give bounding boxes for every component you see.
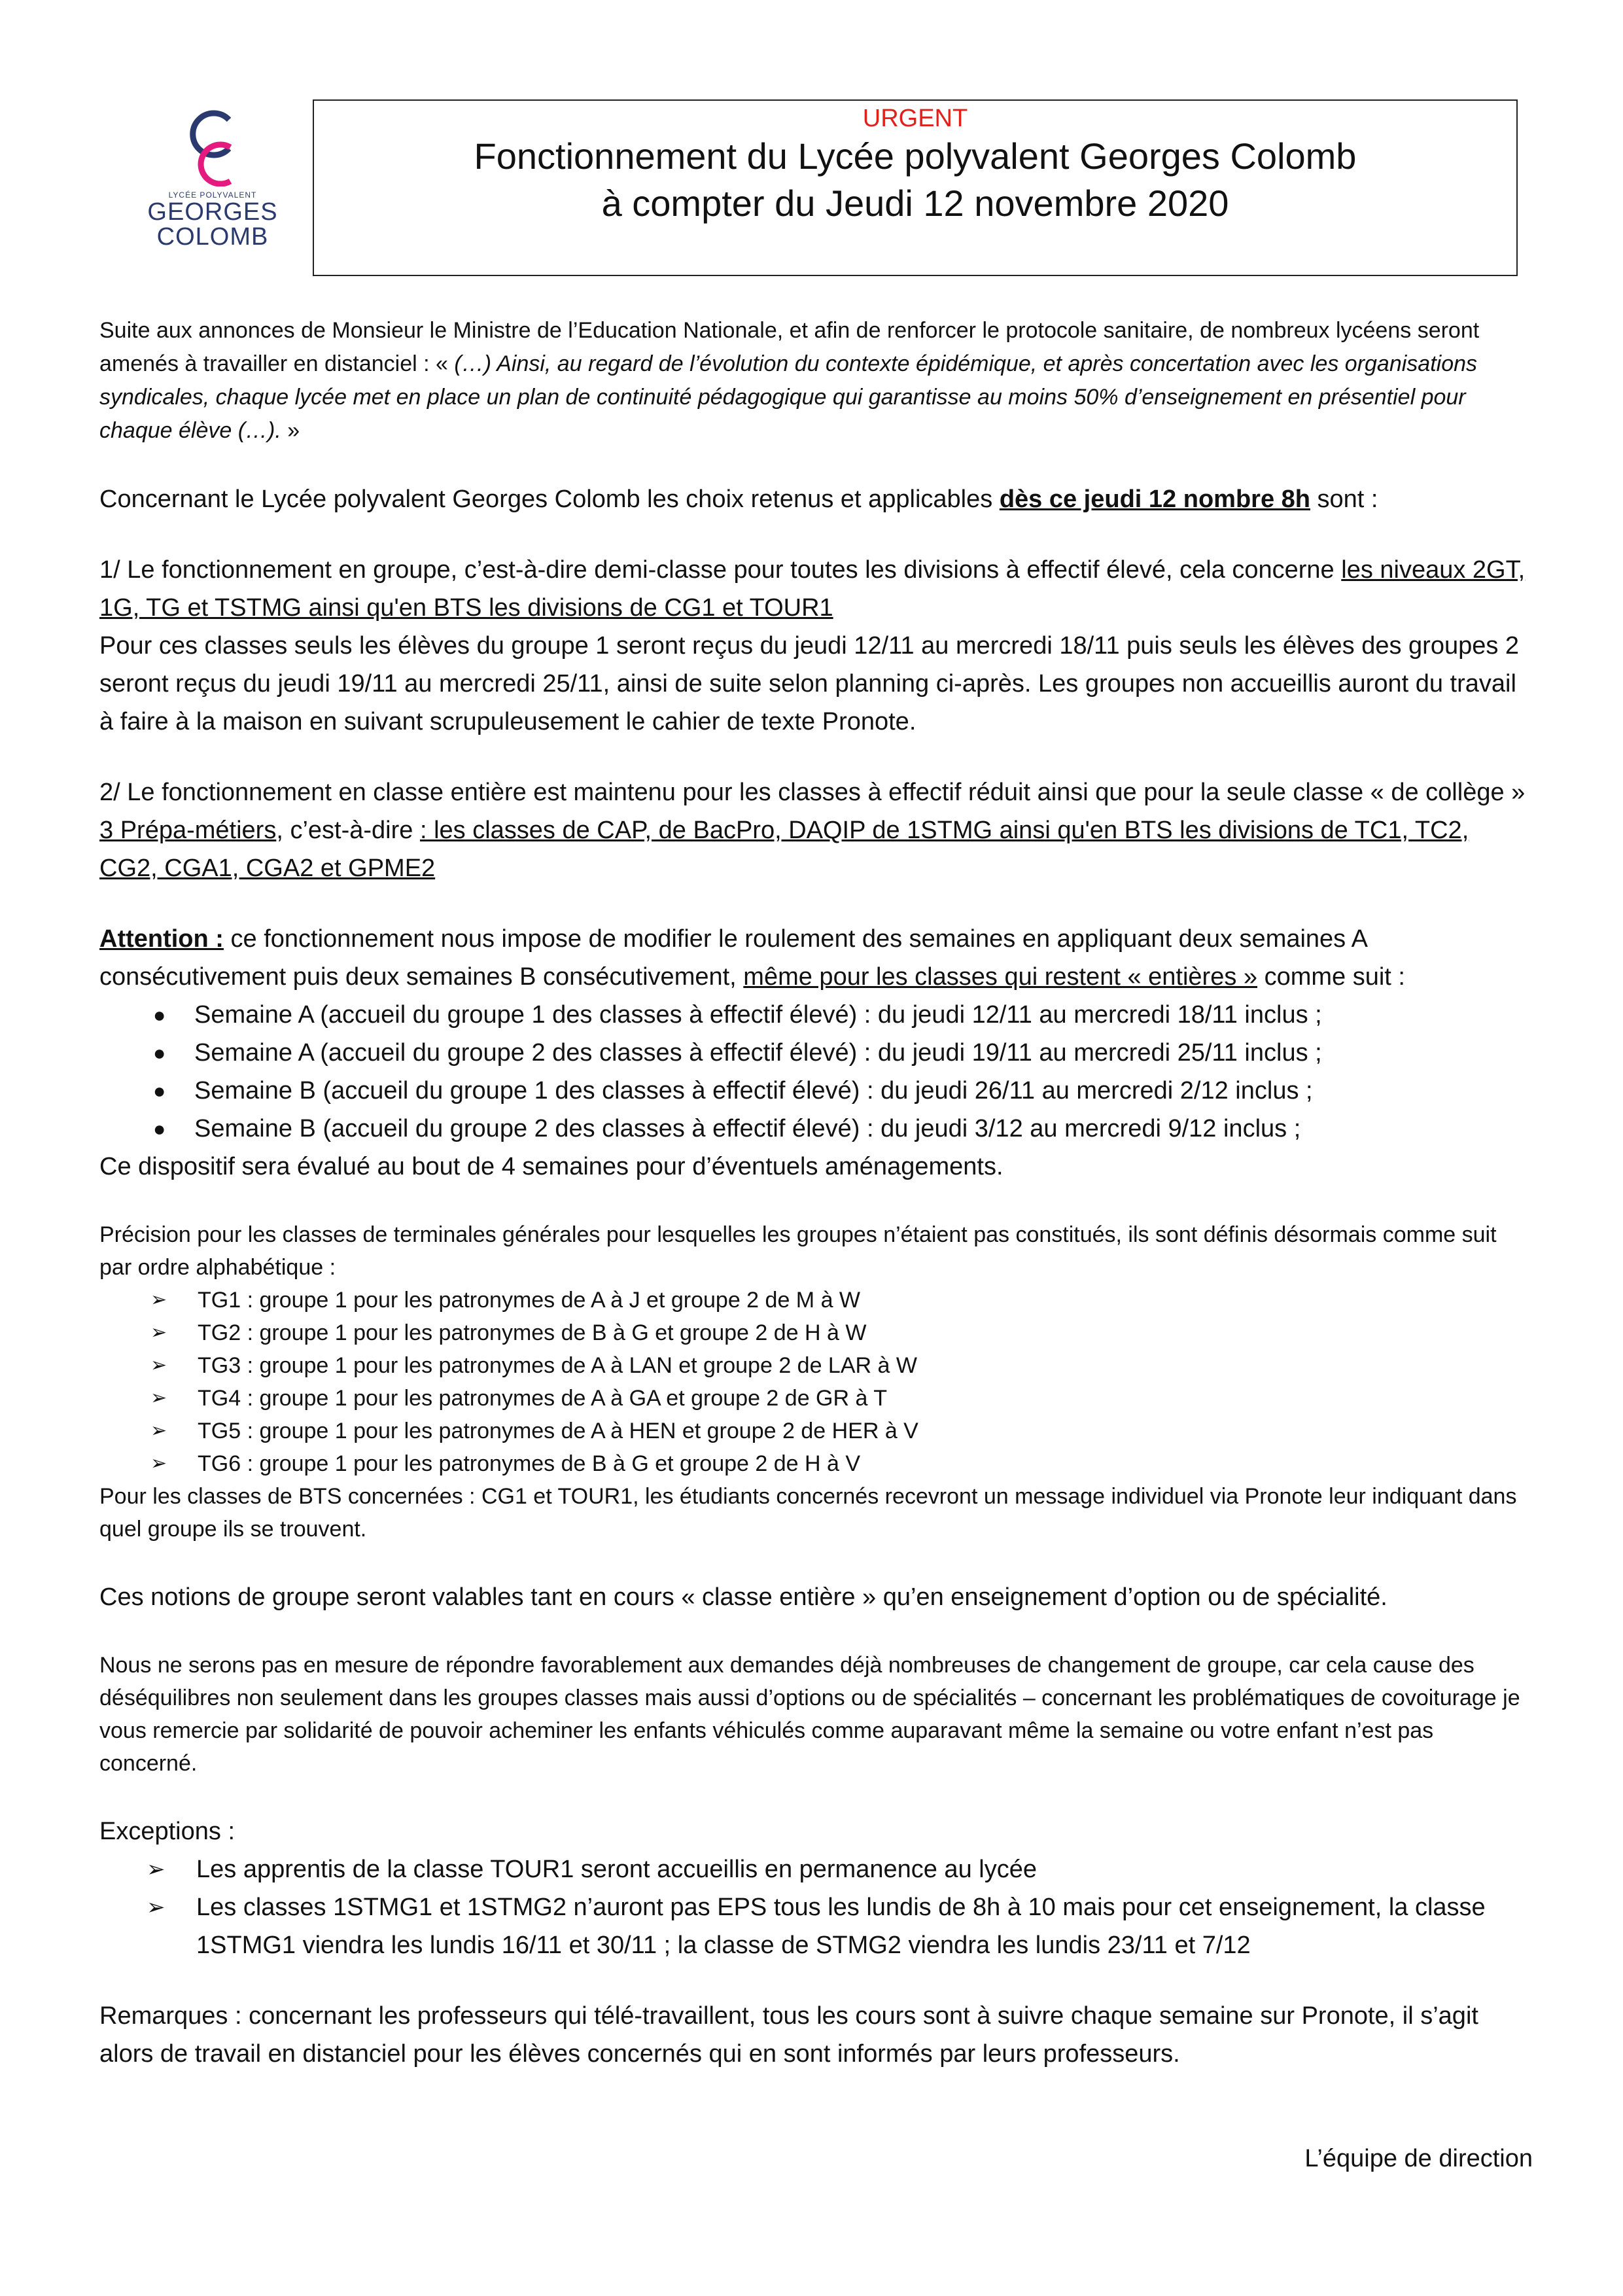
bullet-icon: ● <box>153 1117 166 1140</box>
list-item <box>99 1850 1532 1888</box>
attention-paragraph <box>99 920 1532 996</box>
changement-paragraph: Nous ne serons pas en mesure de répondre favorablement aux demandes déjà nombreuses de changement de groupe, car cela cause des déséquilibres non seulement dans les groupes classes mais aussi d’options ou de spécialités – concernant les problématiques de covoiturage je vous remercie par solidarité de pouvoir acheminer les enfants véhiculés comme auparavant même la semaine ou votre enfant n’est pas concerné. <box>99 1653 1520 1776</box>
point-2-classes: : les classes de CAP, de BacPro, DAQIP de 1STMG ainsi qu'en BTS les divisions de TC1, TC2, CG2, CGA1, CGA2 et GPME2 <box>99 817 1469 882</box>
title-box <box>313 99 1518 276</box>
concernant-paragraph <box>99 480 1532 518</box>
list-item <box>99 1072 1532 1110</box>
arrow-bullet-icon: ➢ <box>150 1420 167 1441</box>
point-1-detail: Pour ces classes seuls les élèves du groupe 1 seront reçus du jeudi 12/11 au mercredi 18/11 puis seuls les élèves des groupes 2 seront reçus du jeudi 19/11 au mercredi 25/11, ainsi de suite selon planning ci-après. Les groupes non accueillis auront du travail à faire à la maison en suivant scrupuleusement le cahier de texte Pronote. <box>99 632 1520 735</box>
attention-text: ce fonctionnement nous impose de modifier le roulement des semaines en appliquant deux semaines A consécutivement puis deux semaines B consécutivement, <box>99 925 1367 991</box>
week-text: Semaine B (accueil du groupe 2 des classes à effectif élevé) : du jeudi 3/12 au mercredi 9/12 inclus ; <box>194 1115 1301 1142</box>
bullet-icon: ● <box>153 1041 166 1065</box>
signature: L’équipe de direction <box>1304 2145 1533 2172</box>
exception-text: Les classes 1STMG1 et 1STMG2 n’auront pas EPS tous les lundis de 8h à 10 mais pour cet enseignement, la classe 1STMG1 viendra les lundis 16/11 et 30/11 ; la classe de STMG2 viendra les lundis 23/11 et 7/12 <box>196 1894 1486 1959</box>
point-2-college: 3 Prépa-métiers <box>99 817 277 844</box>
arrow-bullet-icon: ➢ <box>147 1895 166 1920</box>
attention-underlined: même pour les classes qui restent « entières » <box>743 963 1258 991</box>
ministry-quote: (…) Ainsi, au regard de l’évolution du contexte épidémique, et après concertation avec les organisations syndicales, chaque lycée met en place un plan de continuité pédagogique qui garantisse au moins 50% d’enseignement en présentiel pour chaque élève (…). <box>99 351 1478 443</box>
logo-subtitle: LYCÉE POLYVALENT <box>168 190 257 200</box>
group-text: TG3 : groupe 1 pour les patronymes de A à LAN et groupe 2 de LAR à W <box>198 1353 917 1378</box>
arrow-bullet-icon: ➢ <box>150 1453 167 1474</box>
list-item <box>99 996 1532 1034</box>
logo-line2: COLOMB <box>156 223 269 251</box>
school-logo <box>134 108 291 272</box>
week-text: Semaine A (accueil du groupe 2 des classes à effectif élevé) : du jeudi 19/11 au mercredi 25/11 inclus ; <box>194 1039 1322 1067</box>
title-line-1: Fonctionnement du Lycée polyvalent Georges Colomb <box>474 135 1357 177</box>
list-item <box>99 1447 1532 1480</box>
bts-note: Pour les classes de BTS concernées : CG1 et TOUR1, les étudiants concernés recevront un message individuel via Pronote leur indiquant dans quel groupe ils se trouvent. <box>99 1484 1517 1542</box>
logo-emblem-icon <box>183 108 242 186</box>
concernant-text: Concernant le Lycée polyvalent Georges Colomb les choix retenus et applicables <box>99 486 1000 513</box>
logo-line1: GEORGES <box>147 198 278 226</box>
point-2-text: 2/ Le fonctionnement en classe entière est maintenu pour les classes à effectif réduit ainsi que pour la seule classe « de collège » <box>99 779 1526 806</box>
week-text: Semaine A (accueil du groupe 1 des classes à effectif élevé) : du jeudi 12/11 au mercredi 18/11 inclus ; <box>194 1001 1322 1029</box>
list-item <box>99 1888 1532 1964</box>
intro-text: Suite aux annonces de Monsieur le Ministre de l’Education Nationale, et afin de renforcer le protocole sanitaire, de nombreux lycéens seront amenés à travailler en distanciel : « <box>99 318 1480 376</box>
evaluation-note: Ce dispositif sera évalué au bout de 4 semaines pour d’éventuels aménagements. <box>99 1153 1003 1180</box>
concernant-end: sont : <box>1310 486 1378 513</box>
exceptions-list <box>99 1850 1532 1964</box>
point-2-mid: , c’est-à-dire <box>276 817 420 844</box>
arrow-bullet-icon: ➢ <box>150 1322 167 1343</box>
document-body <box>99 314 1532 2073</box>
title-line-2: à compter du Jeudi 12 novembre 2020 <box>601 183 1229 224</box>
notions-paragraph: Ces notions de groupe seront valables tant en cours « classe entière » qu’en enseignement d’option ou de spécialité. <box>99 1583 1387 1611</box>
precision-intro: Précision pour les classes de terminales générales pour lesquelles les groupes n’étaient pas constitués, ils sont définis désormais comme suit par ordre alphabétique : <box>99 1222 1497 1280</box>
intro-paragraph <box>99 314 1532 448</box>
bullet-icon: ● <box>153 1079 166 1103</box>
point-2 <box>99 773 1532 887</box>
list-item <box>99 1349 1532 1382</box>
arrow-bullet-icon: ➢ <box>150 1387 167 1409</box>
arrow-bullet-icon: ➢ <box>150 1289 167 1311</box>
list-item <box>99 1415 1532 1447</box>
exceptions-title: Exceptions : <box>99 1818 235 1845</box>
list-item <box>99 1284 1532 1316</box>
group-text: TG5 : groupe 1 pour les patronymes de A à HEN et groupe 2 de HER à V <box>198 1419 918 1443</box>
intro-close: » <box>281 418 300 443</box>
point-1-levels: les niveaux 2GT, 1G, TG et TSTMG ainsi qu'en BTS les divisions de CG1 et TOUR1 <box>99 556 1526 622</box>
point-1 <box>99 551 1532 627</box>
list-item <box>99 1110 1532 1148</box>
group-text: TG4 : groupe 1 pour les patronymes de A à GA et groupe 2 de GR à T <box>198 1386 887 1411</box>
arrow-bullet-icon: ➢ <box>147 1857 166 1882</box>
urgent-label: URGENT <box>862 105 968 132</box>
list-item <box>99 1382 1532 1415</box>
group-text: TG1 : groupe 1 pour les patronymes de A à J et groupe 2 de M à W <box>198 1288 861 1313</box>
weeks-list <box>99 996 1532 1148</box>
arrow-bullet-icon: ➢ <box>150 1354 167 1376</box>
remarques-paragraph: Remarques : concernant les professeurs qui télé-travaillent, tous les cours sont à suivre chaque semaine sur Pronote, il s’agit alors de travail en distanciel pour les élèves concernés qui en sont informés par leurs professeurs. <box>99 2002 1478 2068</box>
exception-text: Les apprentis de la classe TOUR1 seront accueillis en permanence au lycée <box>196 1856 1037 1883</box>
tg-groups-list <box>99 1284 1532 1480</box>
list-item <box>99 1316 1532 1349</box>
week-text: Semaine B (accueil du groupe 1 des classes à effectif élevé) : du jeudi 26/11 au mercredi 2/12 inclus ; <box>194 1077 1313 1104</box>
bullet-icon: ● <box>153 1003 166 1027</box>
attention-end: comme suit : <box>1257 963 1405 991</box>
list-item <box>99 1034 1532 1072</box>
point-1-text: 1/ Le fonctionnement en groupe, c’est-à-dire demi-classe pour toutes les divisions à effectif élevé, cela concerne <box>99 556 1342 584</box>
attention-label: Attention : <box>99 925 224 953</box>
start-date-emphasis: dès ce jeudi 12 nombre 8h <box>999 486 1310 513</box>
group-text: TG2 : groupe 1 pour les patronymes de B à G et groupe 2 de H à W <box>198 1320 867 1345</box>
group-text: TG6 : groupe 1 pour les patronymes de B à G et groupe 2 de H à V <box>198 1451 861 1476</box>
